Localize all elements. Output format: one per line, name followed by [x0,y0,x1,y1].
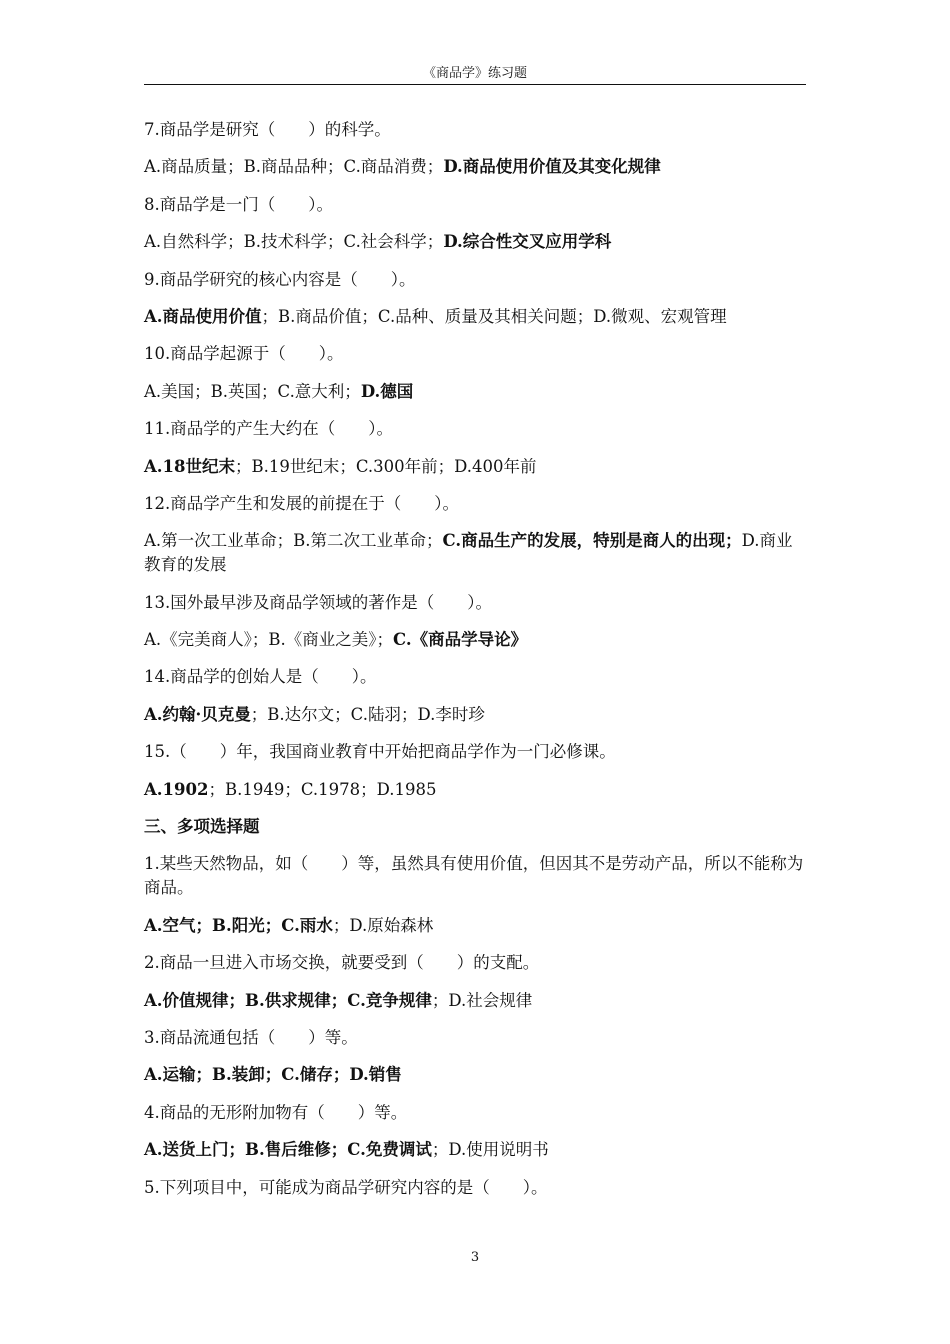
page-number: 3 [470,1250,480,1265]
text-segment: A.自然科学；B.技术科学；C.社会科学； [144,232,444,252]
answer-highlight: A.1902 [144,779,209,799]
text-segment: ；B.1949；C.1978；D.1985 [208,779,437,799]
text-segment: ；D.原始森林 [332,915,434,935]
text-segment: ；B.达尔文；C.陆羽；D.李时珍 [250,704,485,724]
text-line-a9 [144,305,806,342]
text-line-q10 [144,342,806,379]
text-segment: 7.商品学是研究（ ）的科学。 [144,120,391,139]
text-line-ma2 [144,989,806,1026]
answer-highlight: C.《商品学导论》 [393,630,528,650]
text-segment: 2.商品一旦进入市场交换，就要受到（ ）的支配。 [144,953,540,973]
text-segment: ；B.19世纪末；C.300年前；D.400年前 [235,456,537,476]
text-line-q12 [144,492,806,529]
text-line-m5 [144,1176,806,1213]
answer-highlight: A.约翰·贝克曼 [144,704,251,724]
text-segment: 4.商品的无形附加物有（ ）等。 [144,1102,408,1122]
text-segment: D.商业教育的发展 [144,531,793,575]
text-line-q11 [144,417,806,454]
text-segment: 10.商品学起源于（ ）。 [144,344,344,364]
text-line-a14 [144,703,806,740]
text-segment: 5.下列项目中，可能成为商品学研究内容的是（ ）。 [144,1177,548,1197]
text-line-q9 [144,268,806,305]
text-line-a15 [144,778,806,815]
text-line-m4 [144,1101,806,1138]
text-segment: ；D.社会规律 [431,990,533,1010]
text-segment: 3.商品流通包括（ ）等。 [144,1027,358,1047]
text-segment: A.商品质量；B.商品品种；C.商品消费； [144,157,444,177]
header-divider [144,84,806,85]
answer-highlight: D.商品使用价值及其变化规律 [443,157,661,177]
answer-highlight: D.综合性交叉应用学科 [443,232,612,252]
answer-highlight: D.德国 [360,381,414,401]
answer-highlight: 三、多项选择题 [144,817,260,837]
document-body [144,118,806,1213]
text-segment: 9.商品学研究的核心内容是（ ）。 [144,269,416,289]
text-segment: 8.商品学是一门（ ）。 [144,194,333,214]
text-line-m1 [144,852,806,913]
text-segment: 12.商品学产生和发展的前提在于（ ）。 [144,493,459,513]
text-segment: ；D.使用说明书 [431,1140,549,1160]
text-segment: 11.商品学的产生大约在（ ）。 [144,419,393,439]
text-line-m2 [144,951,806,988]
answer-highlight: A.空气；B.阳光；C.雨水 [144,915,333,935]
text-segment: ；B.商品价值；C.品种、质量及其相关问题；D.微观、宏观管理 [261,306,727,326]
text-segment: 14.商品学的创始人是（ ）。 [144,667,377,687]
text-segment: A.美国；B.英国；C.意大利； [144,381,361,401]
text-line-q14 [144,665,806,702]
text-line-ma4 [144,1138,806,1175]
text-line-section3 [144,815,806,852]
text-line-m3 [144,1026,806,1063]
text-segment: 13.国外最早涉及商品学领域的著作是（ ）。 [144,592,492,612]
text-line-a7 [144,155,806,192]
text-segment: 1.某些天然物品，如（ ）等，虽然具有使用价值，但因其不是劳动产品，所以不能称为商品。 [144,854,804,898]
text-line-a13 [144,628,806,665]
text-segment: 15.（ ）年，我国商业教育中开始把商品学作为一门必修课。 [144,742,616,762]
text-line-q13 [144,591,806,628]
text-line-ma3 [144,1063,806,1100]
answer-highlight: C.商品生产的发展，特别是商人的出现； [442,531,742,551]
page-header-title: 《商品学》练习题 [422,66,527,81]
text-line-a8 [144,230,806,267]
answer-highlight: A.送货上门；B.售后维修；C.免费调试 [144,1140,432,1160]
text-line-q15 [144,740,806,777]
text-line-q7 [144,118,806,155]
text-line-q8 [144,193,806,230]
answer-highlight: A.18世纪末 [144,456,236,476]
text-segment: A.《完美商人》；B.《商业之美》； [144,630,394,650]
answer-highlight: A.商品使用价值 [144,306,262,326]
answer-highlight: A.价值规律；B.供求规律；C.竞争规律 [144,990,432,1010]
answer-highlight: A.运输；B.装卸；C.储存；D.销售 [144,1065,402,1085]
text-line-a10 [144,380,806,417]
text-line-ma1 [144,914,806,951]
text-line-a11 [144,455,806,492]
text-line-a12 [144,529,806,590]
text-segment: A.第一次工业革命；B.第二次工业革命； [144,531,443,551]
